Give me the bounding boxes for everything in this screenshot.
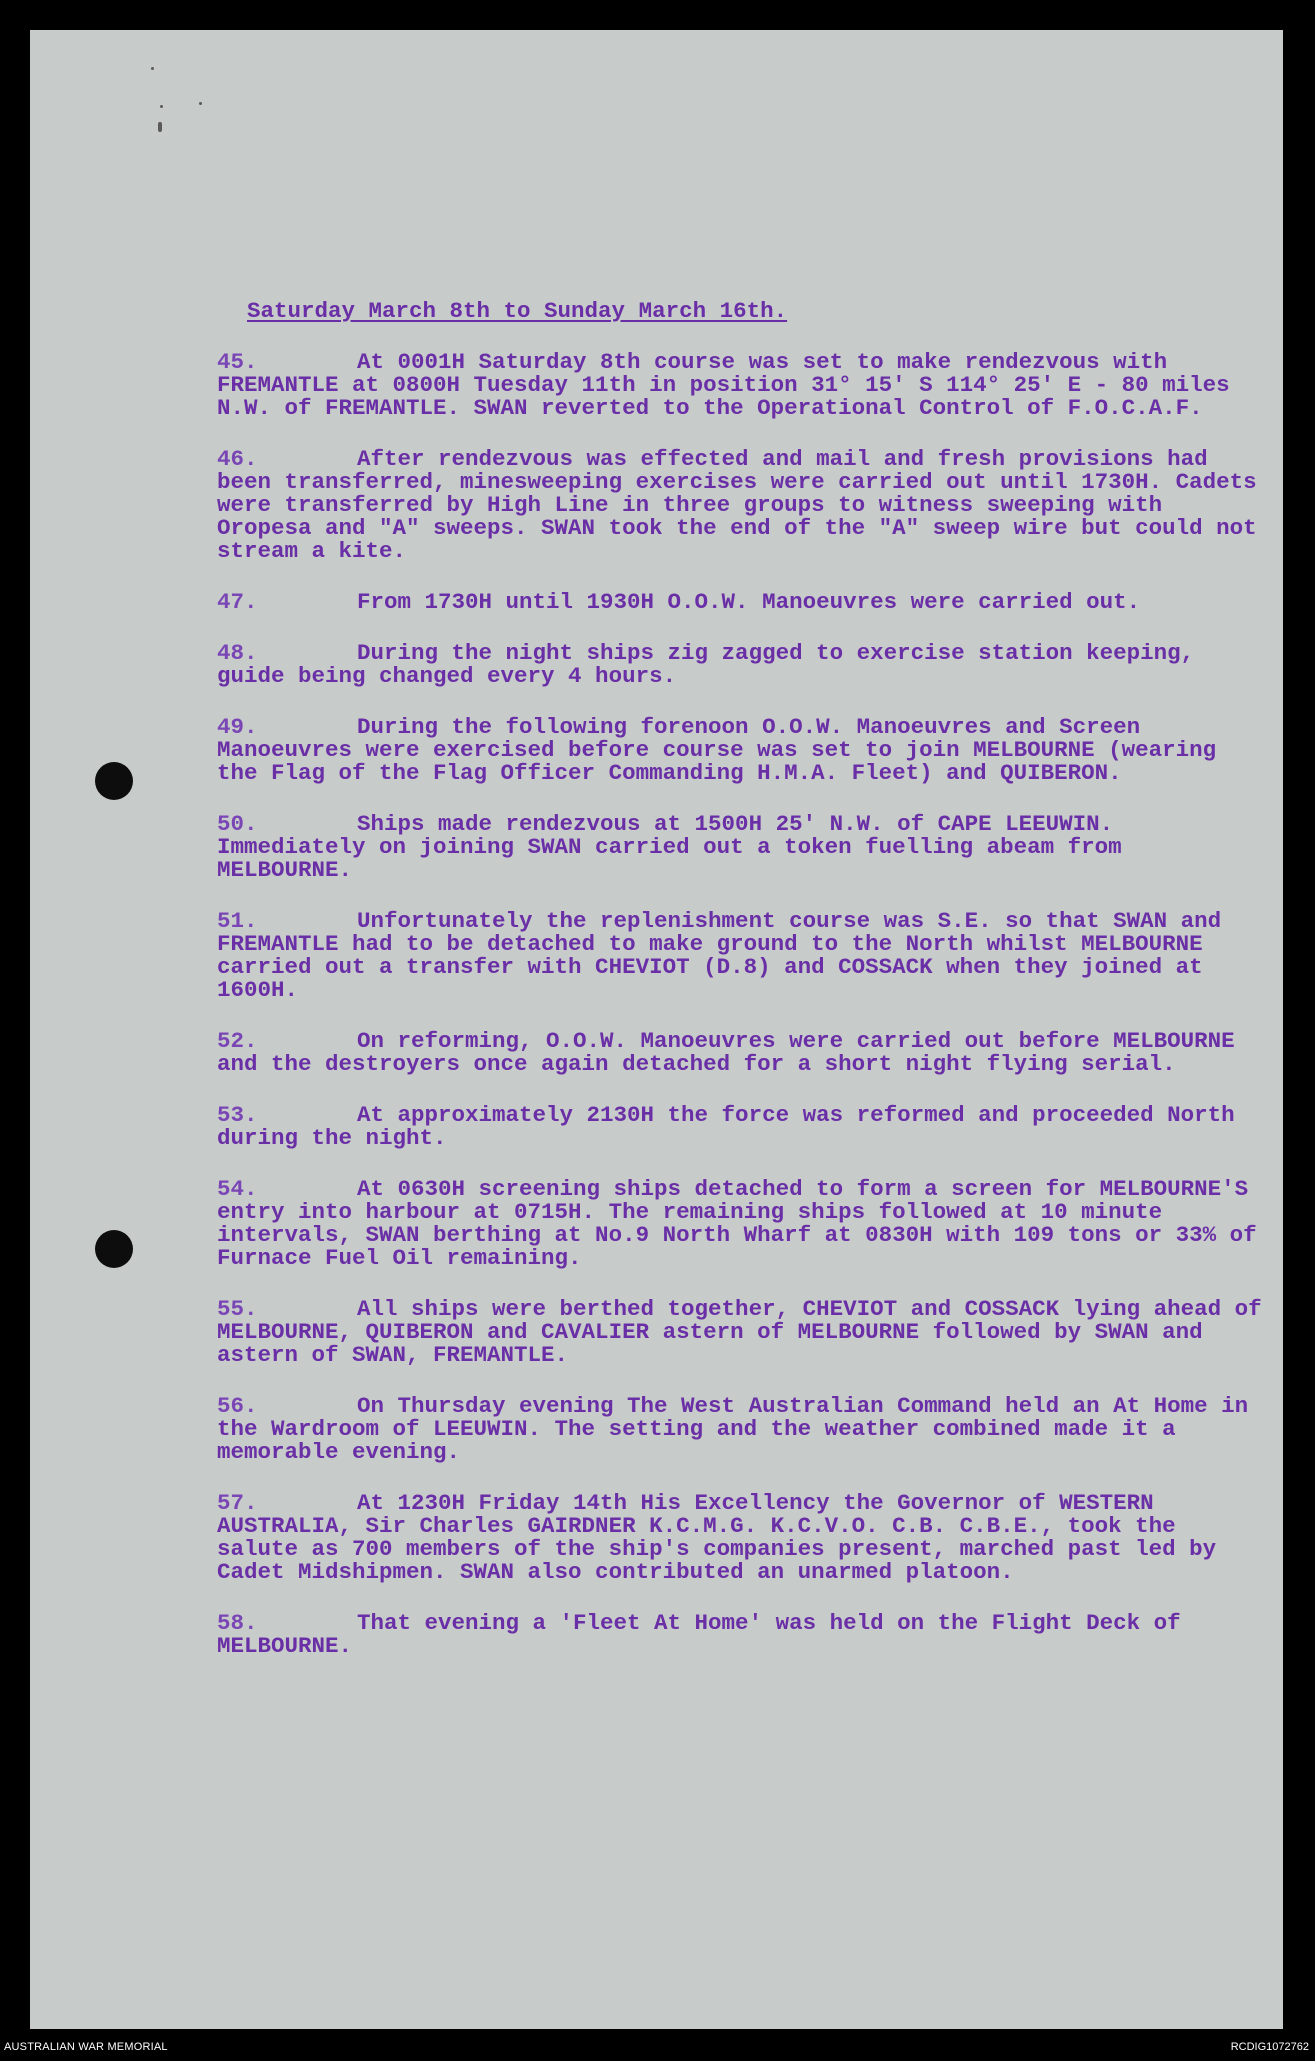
- paragraph-number: 53.: [217, 1102, 258, 1128]
- paragraph-text: At 1230H Friday 14th His Excellency the Governor of WESTERN AUSTRALIA, Sir Charles GAIRDNER K.C.M.G. K.C.V.O. C.B. C.B.E., took the salute as 700 members of the ship's companies present, marched past led by Cadet Midshipmen. SWAN also contributed an unarmed platoon.: [217, 1490, 1217, 1585]
- punch-hole: [95, 762, 133, 800]
- paragraph-text: At 0001H Saturday 8th course was set to make rendezvous with FREMANTLE at 0800H Tuesday 11th in position 31° 15' S 114° 25' E - 80 miles N.W. of FREMANTLE. SWAN reverted to the Operational Control of F.O.C.A.F.: [217, 349, 1230, 421]
- paragraph: [217, 716, 1267, 785]
- paragraph-number: 49.: [217, 714, 258, 740]
- paragraph: [217, 1178, 1267, 1270]
- paragraph-number: 55.: [217, 1296, 258, 1322]
- paragraph-number: 52.: [217, 1028, 258, 1054]
- paragraph: [217, 813, 1267, 882]
- paragraph-text: During the following forenoon O.O.W. Manoeuvres and Screen Manoeuvres were exercised before course was set to join MELBOURNE (wearing the Flag of the Flag Officer Commanding H.M.A. Fleet) and QUIBERON.: [217, 714, 1217, 786]
- paragraph: [217, 1030, 1267, 1076]
- paragraph: [217, 1298, 1267, 1367]
- paragraph-text: After rendezvous was effected and mail and fresh provisions had been transferred, minesweeping exercises were carried out until 1730H. Cadets were transferred by High Line in three groups to witness sweeping with Oropesa and "A" sweeps. SWAN took the end of the "A" sweep wire but could not stream a kite.: [217, 446, 1257, 564]
- paragraph-number: 46.: [217, 446, 258, 472]
- paragraph-number: 45.: [217, 349, 258, 375]
- archive-name: AUSTRALIAN WAR MEMORIAL: [4, 2041, 168, 2053]
- paper-speck: [151, 67, 154, 70]
- paper-speck: [160, 105, 163, 108]
- paragraph-text: Ships made rendezvous at 1500H 25' N.W. of CAPE LEEUWIN. Immediately on joining SWAN carried out a token fuelling abeam from MELBOURNE.: [217, 811, 1122, 883]
- paragraph-number: 47.: [217, 589, 258, 615]
- paragraph: [217, 448, 1267, 563]
- section-heading: Saturday March 8th to Sunday March 16th.: [247, 298, 788, 324]
- paragraph-text: From 1730H until 1930H O.O.W. Manoeuvres were carried out.: [357, 589, 1141, 615]
- paragraph-number: 58.: [217, 1610, 258, 1636]
- paragraph-number: 56.: [217, 1393, 258, 1419]
- paragraph: [217, 591, 1267, 614]
- paragraph-number: 48.: [217, 640, 258, 666]
- paragraph-number: 51.: [217, 908, 258, 934]
- punch-hole: [95, 1230, 133, 1268]
- paragraph: [217, 1612, 1267, 1658]
- document-body: [217, 300, 1267, 1686]
- paragraph-number: 57.: [217, 1490, 258, 1516]
- paragraph-text: At approximately 2130H the force was reformed and proceeded North during the night.: [217, 1102, 1235, 1151]
- paragraph: [217, 1395, 1267, 1464]
- paragraph-list: [217, 351, 1267, 1658]
- paragraph: [217, 351, 1267, 420]
- paragraph-text: At 0630H screening ships detached to form a screen for MELBOURNE'S entry into harbour at 0715H. The remaining ships followed at 10 minute intervals, SWAN berthing at No.9 North Wharf at 0830H with 109 tons or 33% of Furnace Fuel Oil remaining.: [217, 1176, 1257, 1271]
- paragraph: [217, 1104, 1267, 1150]
- archive-footer: [0, 2031, 1315, 2061]
- paragraph-text: All ships were berthed together, CHEVIOT and COSSACK lying ahead of MELBOURNE, QUIBERON and CAVALIER astern of MELBOURNE followed by SWAN and astern of SWAN, FREMANTLE.: [217, 1296, 1262, 1368]
- paragraph: [217, 642, 1267, 688]
- paragraph-number: 54.: [217, 1176, 258, 1202]
- paper-speck: [158, 122, 162, 132]
- paragraph: [217, 910, 1267, 1002]
- paragraph-text: On reforming, O.O.W. Manoeuvres were carried out before MELBOURNE and the destroyers once again detached for a short night flying serial.: [217, 1028, 1235, 1077]
- paragraph-text: During the night ships zig zagged to exercise station keeping, guide being changed every 4 hours.: [217, 640, 1195, 689]
- archive-id: RCDIG1072762: [1230, 2041, 1309, 2053]
- paragraph-number: 50.: [217, 811, 258, 837]
- paragraph-text: On Thursday evening The West Australian Command held an At Home in the Wardroom of LEEUWIN. The setting and the weather combined made it a memorable evening.: [217, 1393, 1249, 1465]
- document-page: [30, 30, 1283, 2029]
- paragraph-text: That evening a 'Fleet At Home' was held on the Flight Deck of MELBOURNE.: [217, 1610, 1181, 1659]
- paper-speck: [199, 102, 202, 105]
- paragraph: [217, 1492, 1267, 1584]
- paragraph-text: Unfortunately the replenishment course was S.E. so that SWAN and FREMANTLE had to be detached to make ground to the North whilst MELBOURNE carried out a transfer with CHEVIOT (D.8) and COSSACK when they joined at 1600H.: [217, 908, 1222, 1003]
